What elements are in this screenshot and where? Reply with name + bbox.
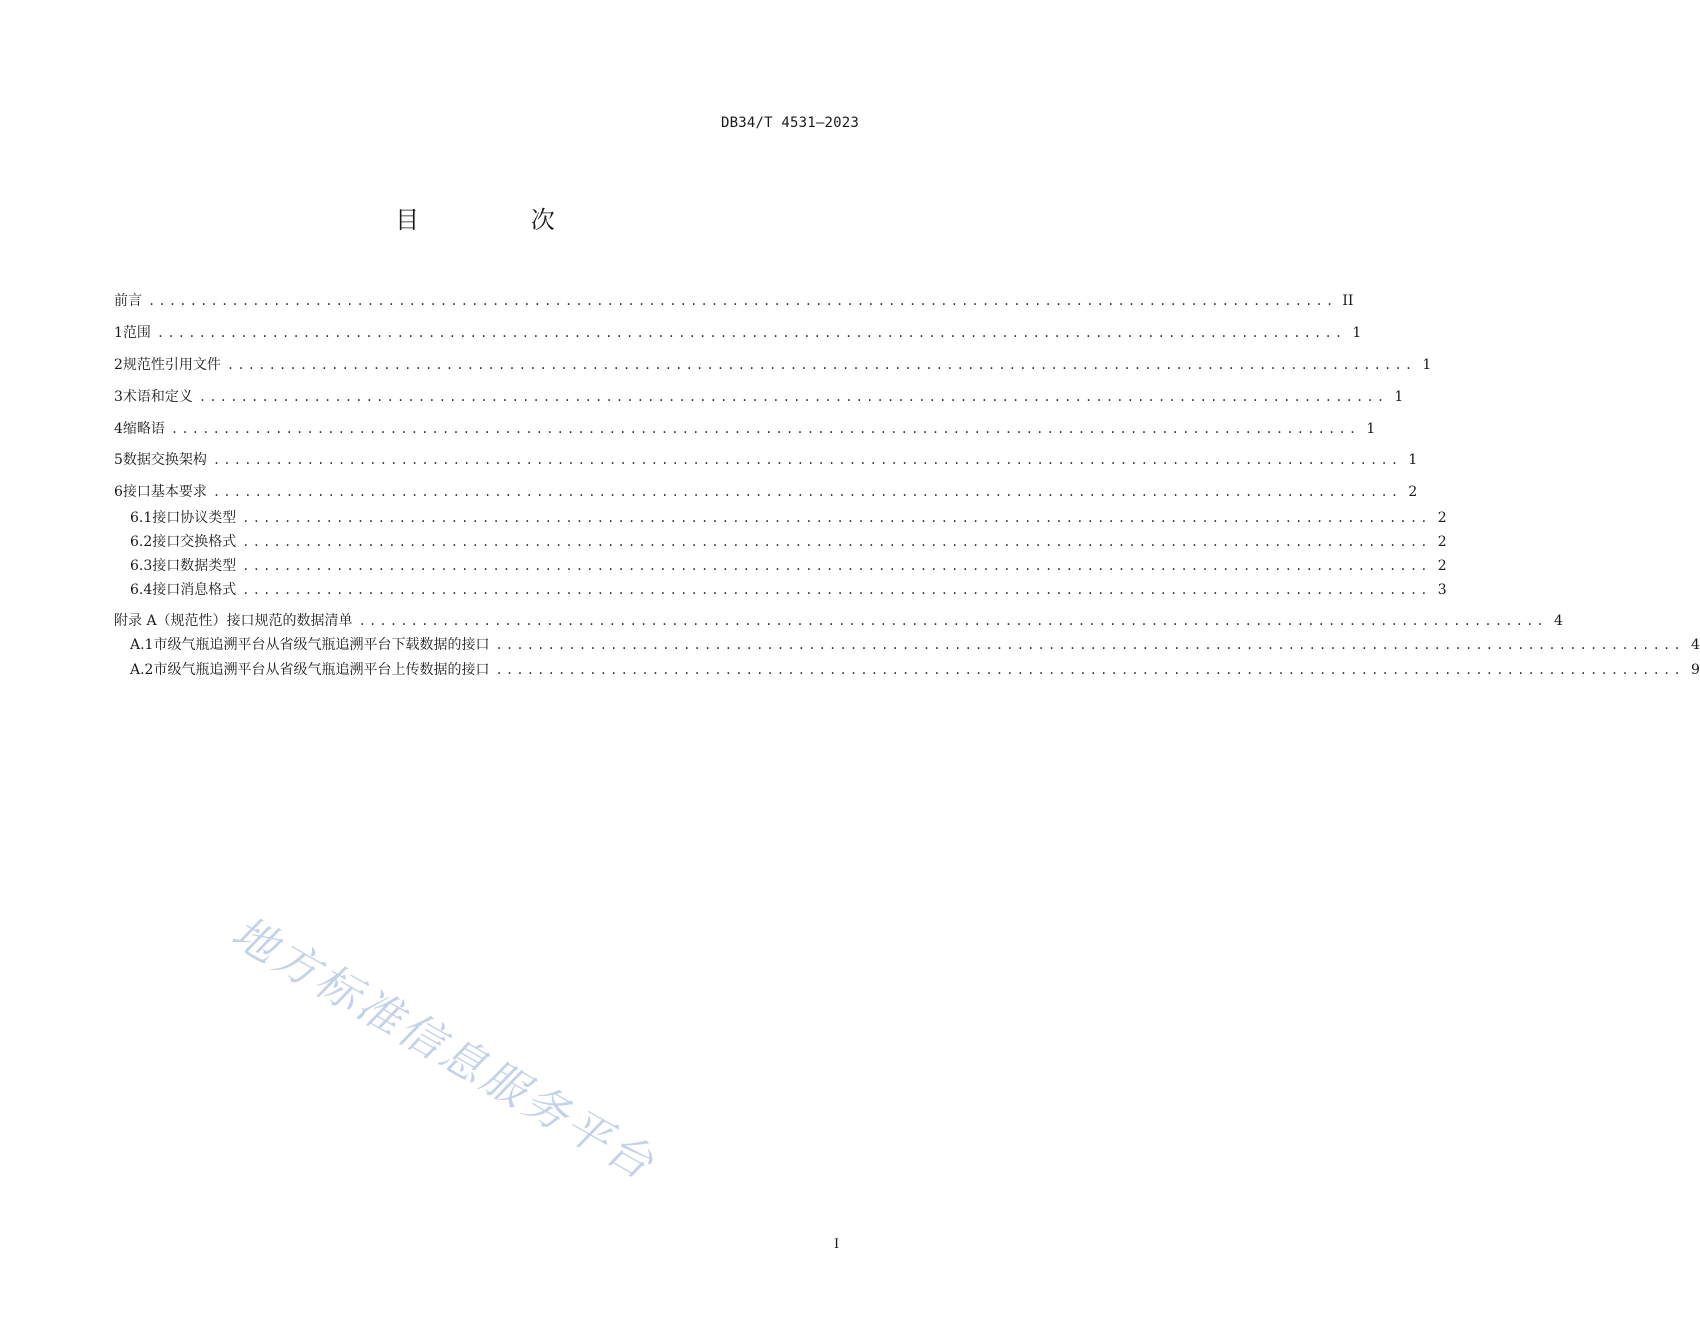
leader-dots: .................................................................................................................. <box>212 485 1402 499</box>
toc-entry-a-2[interactable] <box>130 659 1700 679</box>
leader-dots: .................................................................................................................. <box>212 453 1402 467</box>
toc-entry-number: 2 <box>114 357 123 373</box>
toc-title: 目 次 <box>395 206 607 234</box>
toc-entry-label: 接口数据类型 <box>152 558 237 574</box>
toc-entry-number: 5 <box>114 452 123 468</box>
toc-entry-label: 范围 <box>122 325 151 341</box>
toc-entry-page: 1 <box>1366 421 1376 437</box>
leader-dots: .................................................................................................................. <box>242 583 1431 597</box>
leader-dots: .................................................................................................................. <box>495 638 1684 652</box>
toc-entry-page: 1 <box>1408 452 1418 468</box>
toc-entry-number: 6 <box>114 484 123 500</box>
toc-entry-number: 4 <box>114 421 123 437</box>
toc-entry-page: 2 <box>1437 510 1447 526</box>
toc-entry-number: 6.3 <box>130 558 153 574</box>
toc-entry-number: A.1 <box>130 637 154 653</box>
toc-entry-6-2[interactable] <box>130 531 1447 551</box>
toc-entry-label: 接口规范的数据清单 <box>226 613 353 629</box>
watermark: 地方标准信息服务平台 <box>223 906 665 1191</box>
toc-entry-page: II <box>1342 293 1354 309</box>
toc-entry-appendix-a[interactable] <box>114 610 1563 630</box>
toc-entry-4[interactable] <box>114 418 1376 438</box>
toc-entry-label: 接口协议类型 <box>152 510 237 526</box>
toc-entry-number: A.2 <box>130 662 154 678</box>
toc-entry-number: 附录 A（规范性） <box>114 613 227 629</box>
leader-dots: .................................................................................................................. <box>156 326 1346 340</box>
toc-entry-page: 2 <box>1408 484 1418 500</box>
toc-entry-page: 3 <box>1437 582 1447 598</box>
toc-entry-page: 2 <box>1437 534 1447 550</box>
toc-entry-page: 4 <box>1554 613 1563 629</box>
toc-entry-label: 市级气瓶追溯平台从省级气瓶追溯平台下载数据的接口 <box>153 637 490 653</box>
leader-dots: .................................................................................................................. <box>495 663 1684 677</box>
toc-entry-a-1[interactable] <box>130 634 1700 654</box>
toc-entry-foreword[interactable] <box>114 290 1354 310</box>
toc-entry-page: 2 <box>1437 558 1447 574</box>
toc-entry-label: 接口交换格式 <box>152 534 237 550</box>
toc-entry-page: 1 <box>1422 357 1432 373</box>
leader-dots: .................................................................................................................. <box>148 294 1337 308</box>
toc-entry-label: 市级气瓶追溯平台从省级气瓶追溯平台上传数据的接口 <box>153 662 490 678</box>
leader-dots: .................................................................................................................. <box>226 358 1416 372</box>
toc-entry-number: 6.2 <box>130 534 153 550</box>
leader-dots: .................................................................................................................. <box>198 390 1388 404</box>
toc-entry-label: 接口消息格式 <box>152 582 237 598</box>
toc-entry-label: 前言 <box>114 293 142 309</box>
toc-entry-5[interactable] <box>114 449 1418 469</box>
toc-entry-2[interactable] <box>114 354 1432 374</box>
toc-entry-page: 9 <box>1690 662 1700 678</box>
toc-entry-1[interactable] <box>114 322 1362 342</box>
toc-entry-label: 接口基本要求 <box>122 484 207 500</box>
toc-entry-number: 1 <box>114 325 123 341</box>
toc-entry-label: 数据交换架构 <box>122 452 207 468</box>
toc-entry-number: 3 <box>114 389 123 405</box>
toc-entry-6[interactable] <box>114 481 1418 501</box>
toc-entry-label: 术语和定义 <box>122 389 193 405</box>
toc-entry-label: 规范性引用文件 <box>122 357 221 373</box>
toc-entry-page: 4 <box>1690 637 1700 653</box>
page-number: I <box>834 1237 840 1252</box>
toc-entry-3[interactable] <box>114 386 1404 406</box>
toc-entry-page: 1 <box>1394 389 1404 405</box>
toc-entry-label: 缩略语 <box>122 421 165 437</box>
toc-entry-page: 1 <box>1352 325 1362 341</box>
leader-dots: .................................................................................................................. <box>242 511 1431 525</box>
document-code: DB34/T 4531—2023 <box>720 115 859 131</box>
leader-dots: .................................................................................................................. <box>242 535 1431 549</box>
toc-entry-6-3[interactable] <box>130 555 1447 575</box>
toc-entry-number: 6.4 <box>130 582 153 598</box>
toc-entry-6-4[interactable] <box>130 579 1447 599</box>
leader-dots: .................................................................................................................. <box>358 614 1547 628</box>
toc-entry-number: 6.1 <box>130 510 153 526</box>
leader-dots: .................................................................................................................. <box>242 559 1431 573</box>
toc-entry-6-1[interactable] <box>130 507 1447 527</box>
leader-dots: .................................................................................................................. <box>170 422 1360 436</box>
